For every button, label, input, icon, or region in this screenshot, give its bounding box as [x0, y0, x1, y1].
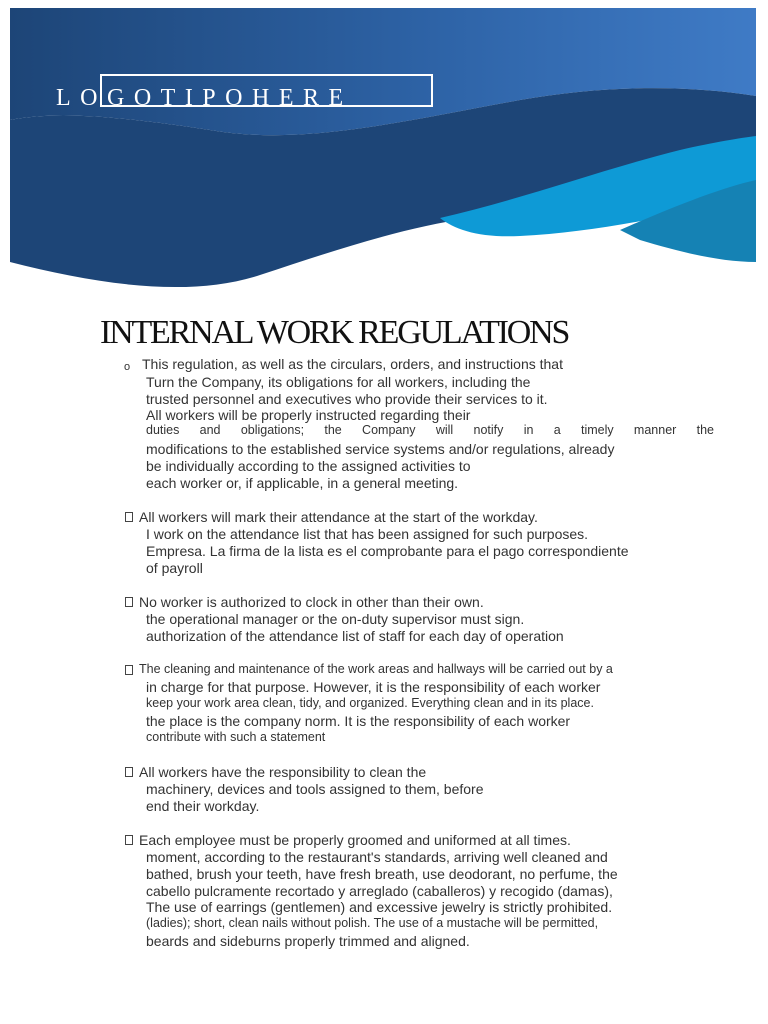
paragraph-line: bathed, brush your teeth, have fresh breath, use deodorant, no perfume, the: [146, 866, 618, 882]
paragraph-line: end their workday.: [146, 798, 260, 814]
box-bullet-icon: [125, 597, 133, 607]
box-bullet-icon: [125, 767, 133, 777]
logo-placeholder-text: LOGOTIPOHERE: [56, 85, 353, 111]
paragraph-line: contribute with such a statement: [146, 730, 326, 744]
paragraph-line: moment, according to the restaurant's standards, arriving well cleaned and: [146, 849, 608, 865]
paragraph-line: No worker is authorized to clock in other than their own.: [139, 594, 484, 610]
paragraph-line: machinery, devices and tools assigned to them, before: [146, 781, 484, 797]
paragraph-line: Each employee must be properly groomed and uniformed at all times.: [139, 832, 571, 848]
paragraph-line: I work on the attendance list that has been assigned for such purposes.: [146, 526, 589, 542]
box-bullet-icon: [125, 835, 133, 845]
paragraph-line: of payroll: [146, 560, 203, 576]
paragraph-line: The cleaning and maintenance of the work areas and hallways will be carried out by a: [139, 662, 613, 676]
paragraph-line: be individually according to the assigned activities to: [146, 458, 471, 474]
box-bullet-icon: [125, 512, 133, 522]
paragraph-line: trusted personnel and executives who provide their services to it.: [146, 391, 548, 407]
paragraph-line: keep your work area clean, tidy, and organized. Everything clean and in its place.: [146, 696, 594, 710]
paragraph-line: All workers have the responsibility to clean the: [139, 764, 427, 780]
paragraph-line: All workers will be properly instructed regarding their: [146, 407, 471, 423]
paragraph-line: Empresa. La firma de la lista es el comprobante para el pago correspondiente: [146, 543, 629, 559]
paragraph-line-justified: duties and obligations; the Company will notify in a timely manner the: [146, 423, 714, 437]
paragraph-line: the operational manager or the on-duty supervisor must sign.: [146, 611, 525, 627]
paragraph-line: authorization of the attendance list of staff for each day of operation: [146, 628, 564, 644]
paragraph-line: All workers will mark their attendance at the start of the workday.: [139, 509, 538, 525]
paragraph-line: This regulation, as well as the circulars, orders, and instructions that: [142, 356, 563, 372]
document-title: INTERNAL WORK REGULATIONS: [100, 314, 569, 351]
paragraph-line: (ladies); short, clean nails without polish. The use of a mustache will be permitted,: [146, 916, 599, 930]
circle-bullet-icon: o: [124, 361, 131, 373]
paragraph-line: Turn the Company, its obligations for all workers, including the: [146, 374, 531, 390]
paragraph-line: cabello pulcramente recortado y arreglado (caballeros) y recogido (damas),: [146, 883, 613, 899]
paragraph-line: in charge for that purpose. However, it is the responsibility of each worker: [146, 679, 601, 695]
paragraph-line: the place is the company norm. It is the responsibility of each worker: [146, 713, 571, 729]
paragraph-line: modifications to the established service systems and/or regulations, already: [146, 441, 615, 457]
paragraph-line: each worker or, if applicable, in a general meeting.: [146, 475, 459, 491]
paragraph-line: beards and sideburns properly trimmed and aligned.: [146, 933, 470, 949]
header-wave-graphic: [0, 0, 768, 300]
box-bullet-icon: [125, 665, 133, 675]
paragraph-line: The use of earrings (gentlemen) and excessive jewelry is strictly prohibited.: [146, 899, 613, 915]
